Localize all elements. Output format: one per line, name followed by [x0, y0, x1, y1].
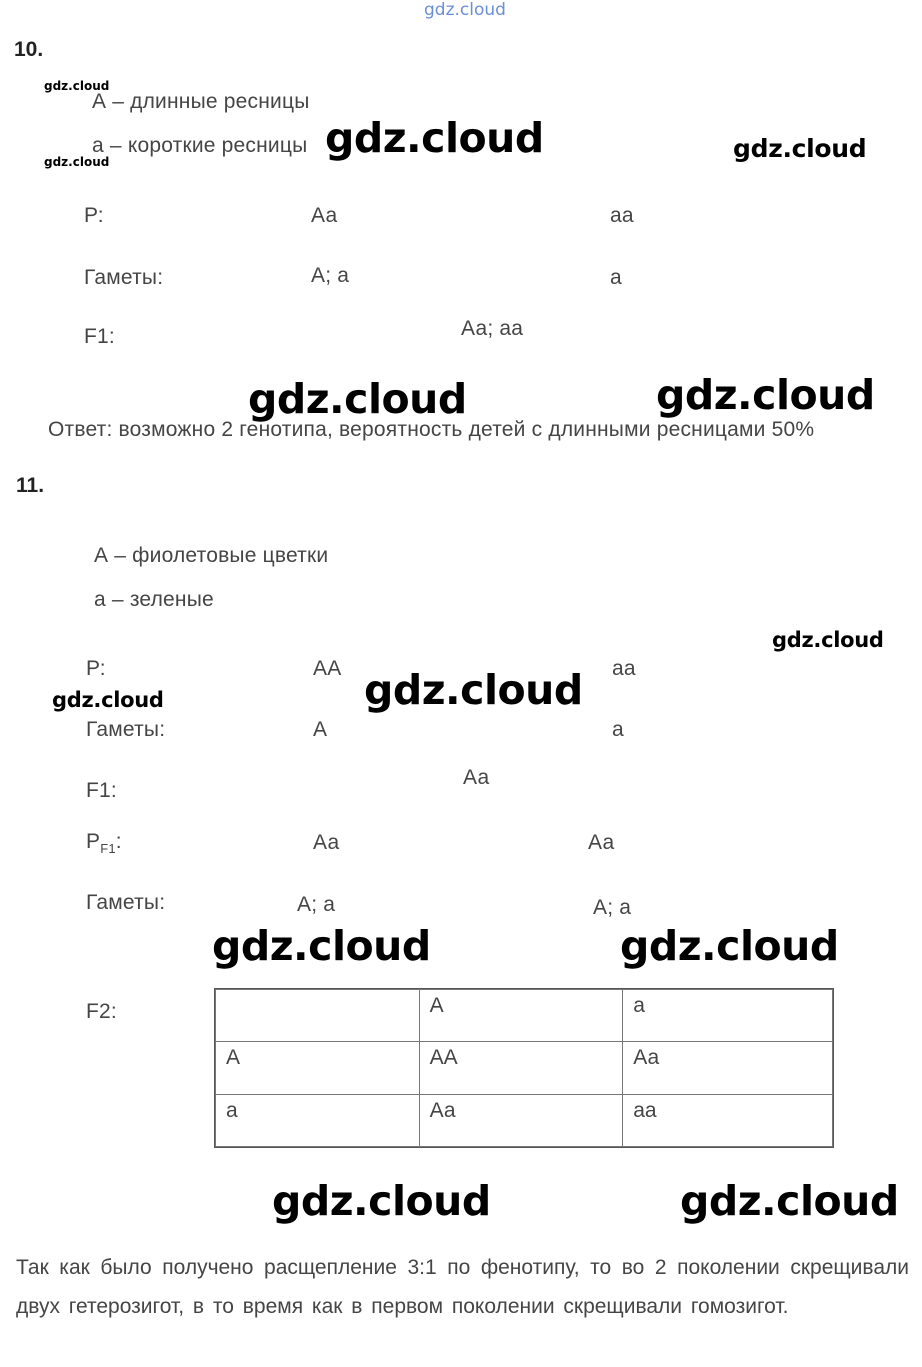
task-10-f1-label: F1:: [84, 325, 115, 348]
task-11-p-parent2: аа: [612, 657, 636, 680]
task-11-pf1-parent1: Аа: [313, 831, 340, 854]
task-11-gametes2-label: Гаметы:: [86, 891, 166, 914]
task-11-def-dominant: А – фиолетовые цветки: [94, 544, 329, 567]
table-cell: [216, 990, 420, 1042]
task-11-f1-label: F1:: [86, 779, 117, 802]
task-11-f1-value: Аа: [463, 766, 490, 789]
table-row: [216, 1094, 833, 1146]
task-11-number: 11.: [16, 474, 45, 497]
task-10-def-dominant: А – длинные ресницы: [92, 90, 310, 113]
task-10-gametes1: А; а: [311, 264, 350, 287]
task-11-gametes2-1: А; а: [297, 893, 336, 916]
table-cell: Аа: [623, 1042, 833, 1094]
task-11-p-label: Р:: [86, 657, 106, 680]
task-10-f1-value: Аа; аа: [461, 317, 524, 340]
watermark: gdz.cloud: [52, 688, 164, 712]
task-11-p-parent1: АА: [313, 657, 342, 680]
watermark: gdz.cloud: [44, 79, 110, 93]
task-11-gametes-label: Гаметы:: [86, 718, 166, 741]
table-row: [216, 1042, 833, 1094]
watermark: gdz.cloud: [212, 922, 431, 970]
table-cell: А: [216, 1042, 420, 1094]
watermark: gdz.cloud: [656, 371, 875, 419]
watermark: gdz.cloud: [325, 114, 544, 162]
watermark: gdz.cloud: [248, 375, 467, 423]
task-10-gametes2: а: [610, 266, 622, 289]
watermark: gdz.cloud: [680, 1177, 899, 1225]
task-11-def-recessive: а – зеленые: [94, 588, 214, 611]
table-cell: аа: [623, 1094, 833, 1146]
task-11-gametes2-2: А; а: [593, 896, 632, 919]
task-11-conclusion: Так как было получено расщепление 3:1 по фенотипу, то во 2 поколении скрещивали двух гетерозигот, в то время как в первом поколении скрещивали гомозигот.: [16, 1256, 909, 1318]
task-11-gametes1: А: [313, 718, 328, 741]
task-11-f2-label: F2:: [86, 1000, 117, 1023]
watermark: gdz.cloud: [733, 134, 867, 163]
punnett-square: [214, 988, 834, 1148]
task-10-p-parent1: Аа: [311, 204, 338, 227]
watermark: gdz.cloud: [364, 666, 583, 714]
task-11-pf1-parent2: Аа: [588, 831, 615, 854]
task-10-number: 10.: [14, 38, 44, 61]
watermark: gdz.cloud: [44, 155, 110, 169]
task-10-def-recessive: а – короткие ресницы: [92, 134, 308, 157]
task-10-p-label: Р:: [84, 204, 104, 227]
task-10-answer: Ответ: возможно 2 генотипа, вероятность детей с длинными ресницами 50%: [48, 418, 815, 441]
watermark-top: gdz.cloud: [424, 0, 506, 20]
watermark: gdz.cloud: [620, 922, 839, 970]
table-row: [216, 990, 833, 1042]
table-cell: Аа: [419, 1094, 623, 1146]
task-11-pf1-label: $Р_{F1}$:: [86, 830, 122, 857]
task-11-gametes2: а: [612, 718, 624, 741]
table-cell: а: [623, 990, 833, 1042]
table-cell: а: [216, 1094, 420, 1146]
task-10-gametes-label: Гаметы:: [84, 266, 164, 289]
task-10-p-parent2: аа: [610, 204, 634, 227]
watermark: gdz.cloud: [772, 628, 884, 652]
table-cell: А: [419, 990, 623, 1042]
watermark: gdz.cloud: [272, 1177, 491, 1225]
table-cell: АА: [419, 1042, 623, 1094]
